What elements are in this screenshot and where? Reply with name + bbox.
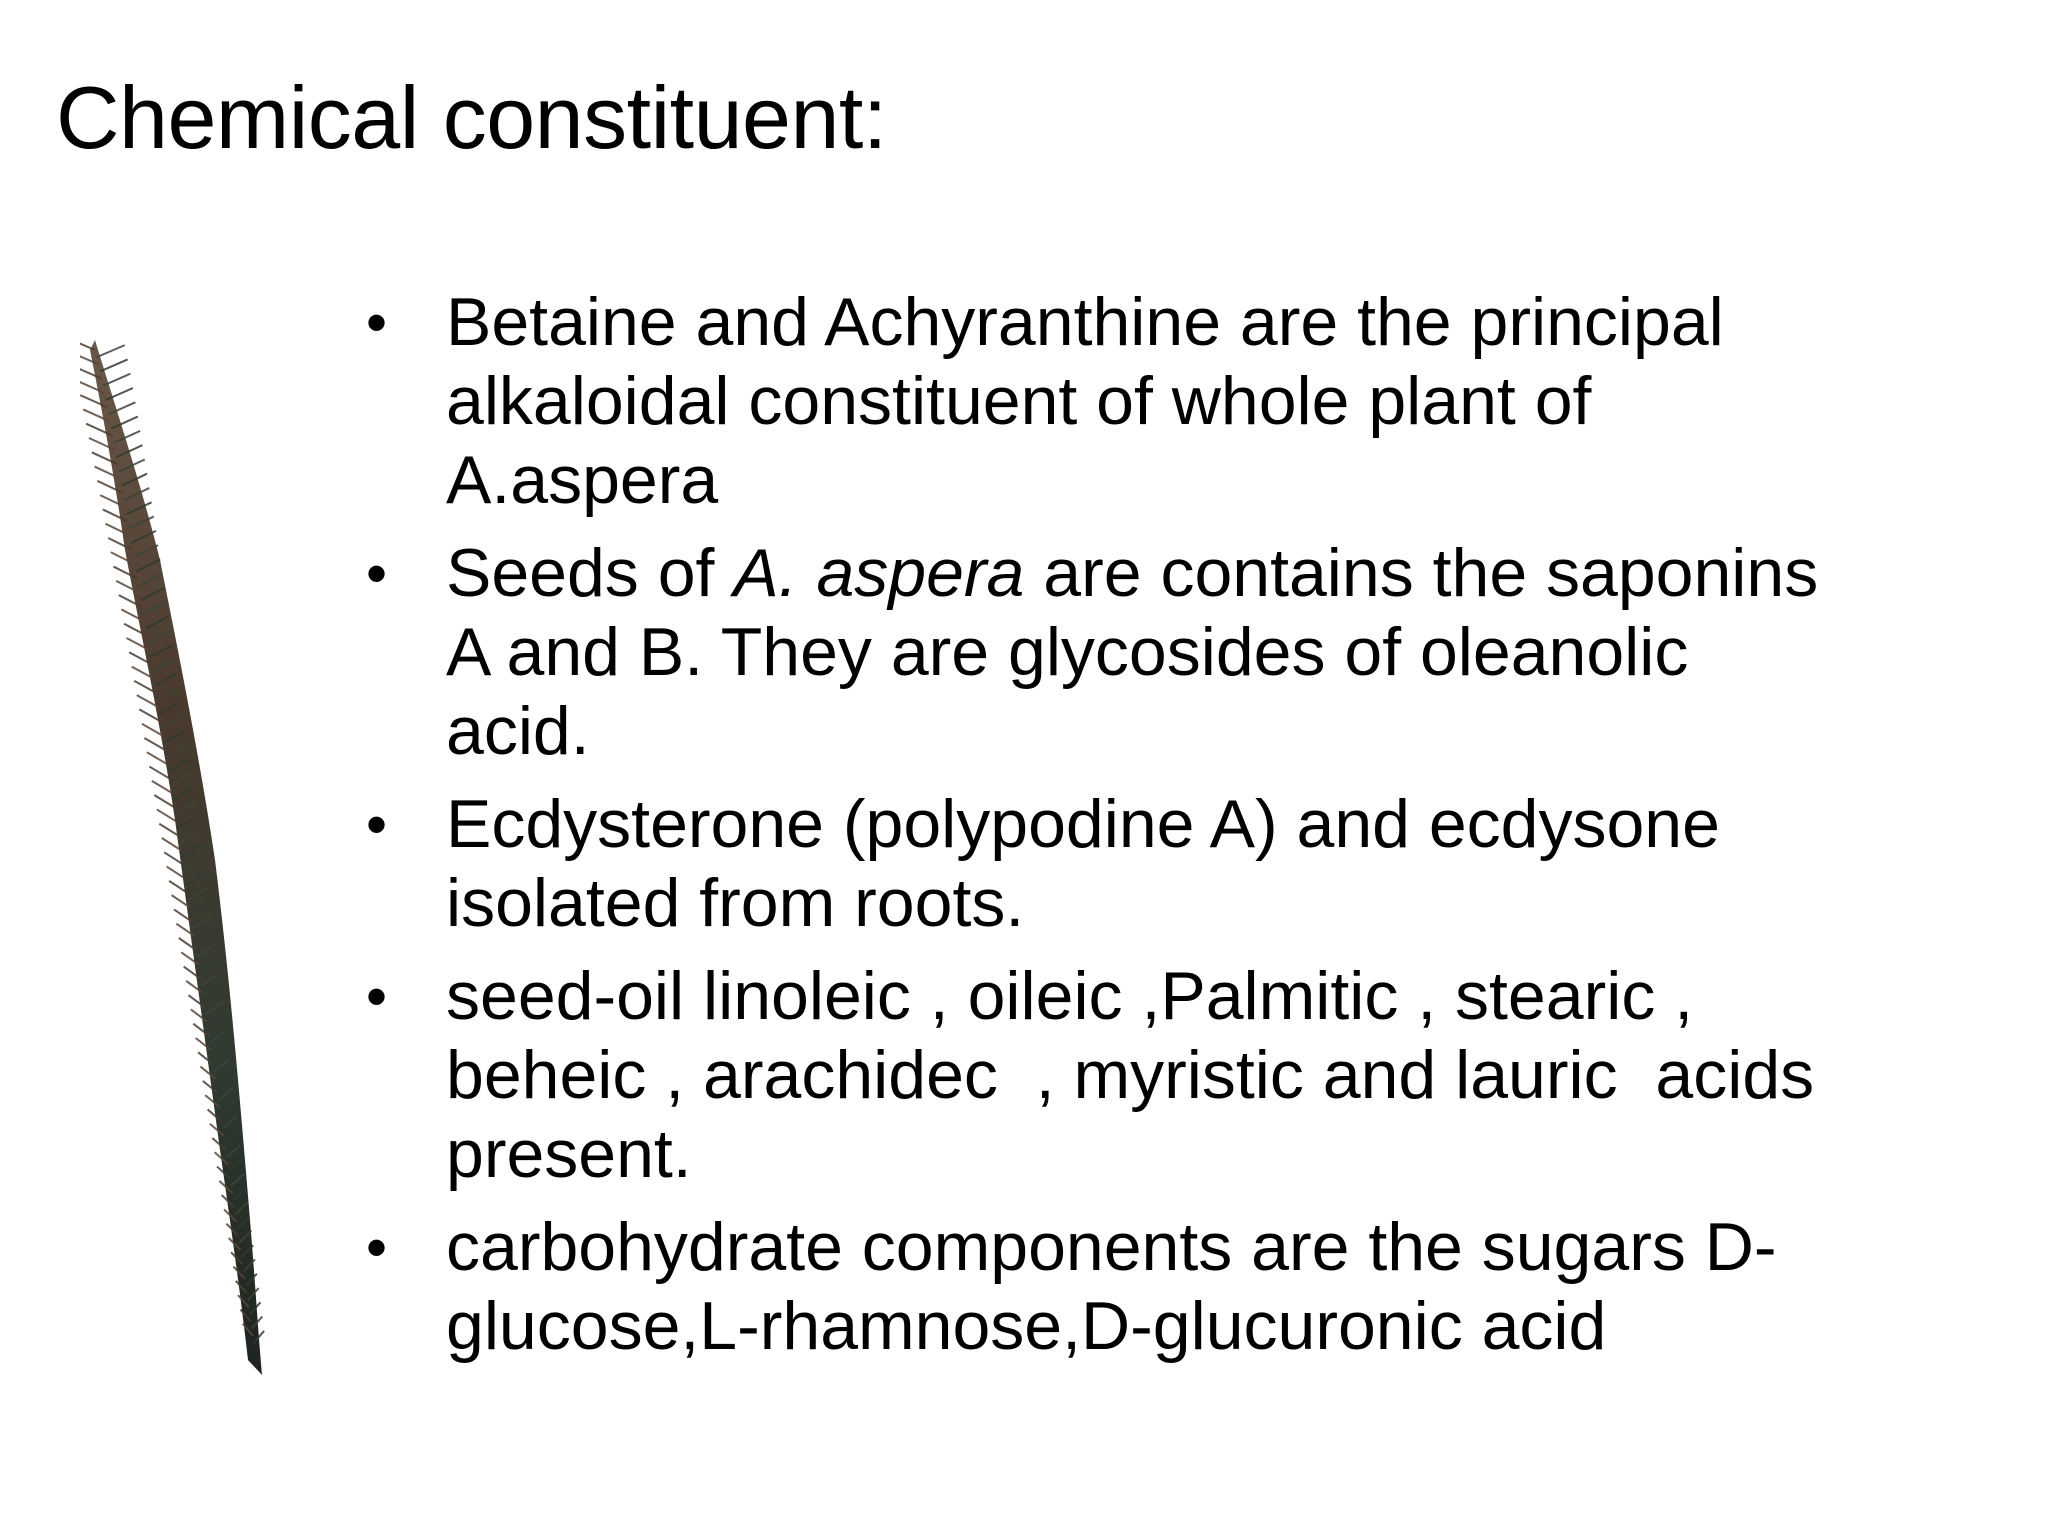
plant-spike-icon [80, 300, 320, 1380]
bullet-text [446, 534, 1920, 771]
bullet-item-5 [360, 1208, 1920, 1366]
plant-bristle [80, 338, 95, 350]
bullet-line: alkaloidal constituent of whole plant of [446, 363, 1592, 439]
bullet-item-1 [360, 283, 1920, 520]
plant-bristle [159, 824, 178, 836]
bullet-item-3 [360, 785, 1920, 943]
bullet-dot: • [366, 791, 388, 858]
plant-bristle [152, 781, 172, 793]
bullet-line: beheic , arachidec , myristic and lauric acids [446, 1037, 1815, 1113]
bullet-dot: • [366, 963, 388, 1030]
bullet-list [360, 283, 1920, 1380]
plant-bristle [154, 795, 174, 807]
bullet-line-text: are contains the saponins [1024, 535, 1819, 611]
plant-bristle [97, 345, 125, 357]
bullet-line: carbohydrate components are the sugars D- [446, 1209, 1777, 1285]
bullet-line: A.aspera [446, 442, 719, 518]
bullet-line: present. [446, 1116, 692, 1192]
bullet-line: A and B. They are glycosides of oleanolic [446, 614, 1689, 690]
bullet-line: Ecdysterone (polypodine A) and ecdysone [446, 786, 1720, 862]
slide-title: Chemical constituent: [56, 68, 887, 167]
bullet-item-2 [360, 534, 1920, 771]
plant-spike-body [90, 340, 262, 1375]
bullet-text [446, 1208, 1920, 1366]
bullet-dot: • [366, 289, 388, 356]
bullet-line-text: Seeds of [446, 535, 734, 611]
bullet-text [446, 785, 1920, 943]
bullet-line: glucose,L-rhamnose,D-glucuronic acid [446, 1288, 1607, 1364]
bullet-text [446, 283, 1920, 520]
bullet-line [446, 534, 1920, 613]
bullet-text [446, 957, 1920, 1194]
bullet-dot: • [366, 540, 388, 607]
species-name-italic: A. aspera [733, 535, 1025, 611]
bullet-line: acid. [446, 693, 590, 769]
bullet-line: Betaine and Achyranthine are the principal [446, 284, 1724, 360]
bullet-dot: • [366, 1214, 388, 1281]
plant-bristle [149, 767, 169, 779]
bullet-item-4 [360, 957, 1920, 1194]
plant-bristle [157, 809, 177, 821]
bullet-line: seed-oil linoleic , oileic ,Palmitic , stearic , [446, 958, 1694, 1034]
plant-bristle [100, 359, 128, 371]
bullet-line: isolated from roots. [446, 865, 1025, 941]
